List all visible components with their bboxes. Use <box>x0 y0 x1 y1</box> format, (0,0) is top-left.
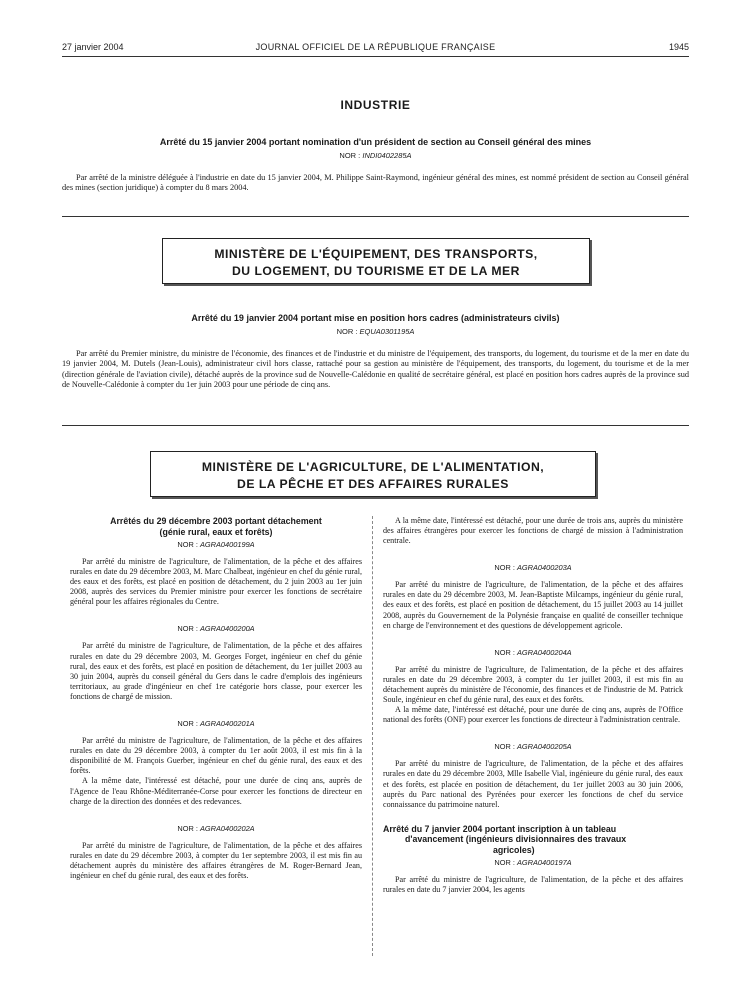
nor-industrie <box>62 151 689 160</box>
paragraph: A la même date, l'intéressé est détaché, pour une durée de cinq ans, auprès de l'Office national des forêts (ONF) pour exercer les fonctions de directeur à l'administration centrale. <box>383 705 683 725</box>
nor-code: INDI0402285A <box>362 151 412 160</box>
nor-code: AGRA0400203A <box>516 563 572 573</box>
nor-code: EQUA0301195A <box>359 327 415 336</box>
paragraph-equipement: Par arrêté du Premier ministre, du ministre de l'économie, des finances et de l'industrie et du ministre de l'équipement, des transports, du logement, du tourisme et de la mer en date du 19 janvier 2004, M. Dutels (Jean-Louis), administrateur civil hors classe, rattaché pour sa gestion au ministère de l'équipement, des transports, du logement, du tourisme et de la mer (direction générale de l'aviation civile), détaché auprès de la province sud de Nouvelle-Calédonie en qualité de secrétaire général, est placé en position hors cadres auprès de la province sud de Nouvelle-Calédonie à compter du 1er juin 2003 pour une période de cinq ans. <box>62 349 689 390</box>
arrete-title-industrie: Arrêté du 15 janvier 2004 portant nomination d'un président de section au Conseil général des mines <box>159 137 592 147</box>
nor-reference <box>70 624 362 633</box>
arrete-title-equipement: Arrêté du 19 janvier 2004 portant mise en position hors cadres (administrateurs civils) <box>191 313 560 323</box>
nor-code: AGRA0400199A <box>199 540 255 549</box>
ministry-name-line2: DU LOGEMENT, DU TOURISME ET DE LA MER <box>232 264 520 278</box>
paragraph-industrie: Par arrêté de la ministre déléguée à l'industrie en date du 15 janvier 2004, M. Philippe Saint-Raymond, ingénieur général des mines, est nommé président de section au Conseil général des mines (section juridique) à compter du 8 mars 2004. <box>62 173 689 193</box>
nor-reference <box>383 742 683 751</box>
nor-reference <box>70 719 362 728</box>
paragraph: Par arrêté du ministre de l'agriculture, de l'alimentation, de la pêche et des affaires rurales en date du 29 décembre 2003, Mlle Isabelle Vial, ingénieure du génie rural, des eaux et des forêts, est placée en position de détachement, du 1er juillet 2003 au 30 juin 2006, auprès du Parc national des Pyrénées pour exercer les fonctions de chef du service connaissance du patrimoine naturel. <box>383 759 683 809</box>
paragraph: A la même date, l'intéressé est détaché, pour une durée de trois ans, auprès du ministère des affaires étrangères pour exercer les fonctions de chargé de mission à l'administration centrale. <box>383 516 683 546</box>
nor-label: NOR : <box>177 719 198 729</box>
column-divider <box>372 516 373 956</box>
ministry-name-line2: DE LA PÊCHE ET DES AFFAIRES RURALES <box>237 477 509 491</box>
nor-code: AGRA0400201A <box>199 719 255 729</box>
header-rule <box>62 56 689 57</box>
ministry-name-line1: MINISTÈRE DE L'AGRICULTURE, DE L'ALIMENTATION, <box>201 460 545 474</box>
left-column <box>70 516 362 881</box>
paragraph: Par arrêté du ministre de l'agriculture, de l'alimentation, de la pêche et des affaires rurales en date du 29 décembre 2003, à compter du 1er septembre 2003, il est mis fin au détachement auprès du ministère des affaires étrangères de M. Roger-Bernard Jean, ingénieur en chef du génie rural, des eaux et des forêts. <box>70 840 362 880</box>
page-number: 1945 <box>668 42 689 52</box>
nor-code: AGRA0400202A <box>199 823 255 833</box>
section-industrie: INDUSTRIE <box>340 98 411 112</box>
arrete-title-tableau-avancement <box>383 824 683 856</box>
ministry-box-agriculture <box>150 451 596 497</box>
nor-label: NOR : <box>336 327 358 336</box>
paragraph: A la même date, l'intéressé est détaché, pour une durée de cinq ans, auprès de l'Agence de l'eau Rhône-Méditerranée-Corse pour exercer les fonctions de directeur en charge de la direction des données et des redevances. <box>70 776 362 806</box>
journal-title: JOURNAL OFFICIEL DE LA RÉPUBLIQUE FRANÇAISE <box>255 42 496 52</box>
nor-code: AGRA0400205A <box>516 742 572 752</box>
nor-label: NOR : <box>339 151 361 160</box>
title-line: d'avancement (ingénieurs divisionnaires des travaux <box>405 834 627 845</box>
nor-label: NOR : <box>177 540 198 549</box>
paragraph: Par arrêté du ministre de l'agriculture, de l'alimentation, de la pêche et des affaires rurales en date du 29 décembre 2003, M. Marc Chalbeat, ingénieur en chef du génie rural, des eaux et des forêts, est placé en position de détachement, du 2 juin 2003 au 1er juin 2008, auprès des services du Premier ministre pour exercer les fonctions de secrétaire général pour les affaires régionales du Centre. <box>70 557 362 607</box>
nor-code: AGRA0400197A <box>516 858 572 868</box>
nor-reference <box>70 540 362 549</box>
nor-label: NOR : <box>177 823 198 833</box>
paragraph: Par arrêté du ministre de l'agriculture, de l'alimentation, de la pêche et des affaires rurales en date du 29 décembre 2003, M. Jean-Baptiste Milcamps, ingénieur du génie rural, des eaux et des forêts, est placé en position de détachement, du 15 juillet 2003 au 14 juillet 2008, auprès du Gouvernement de la Polynésie française en qualité de conseiller technique en charge de l'environnement et des questions de développement agricole. <box>383 580 683 630</box>
title-line: agricoles) <box>493 844 535 855</box>
nor-reference <box>383 563 683 572</box>
section-rule <box>62 425 689 426</box>
nor-label: NOR : <box>494 858 515 868</box>
nor-code: AGRA0400204A <box>516 647 572 657</box>
title-line: Arrêtés du 29 décembre 2003 portant détachement <box>110 516 322 526</box>
nor-reference <box>70 824 362 833</box>
nor-reference <box>383 648 683 657</box>
nor-label: NOR : <box>177 624 198 634</box>
nor-label: NOR : <box>494 647 515 657</box>
nor-label: NOR : <box>494 563 515 573</box>
title-line: Arrêté du 7 janvier 2004 portant inscription à un tableau <box>383 823 617 834</box>
arrete-title-detachement <box>70 516 362 537</box>
title-line: (génie rural, eaux et forêts) <box>159 526 273 537</box>
nor-code: AGRA0400200A <box>199 624 255 634</box>
nor-label: NOR : <box>494 742 515 752</box>
nor-reference <box>383 858 683 867</box>
section-rule <box>62 216 689 217</box>
right-column <box>383 516 683 895</box>
paragraph: Par arrêté du ministre de l'agriculture, de l'alimentation, de la pêche et des affaires rurales en date du 7 janvier 2004, les agents <box>383 875 683 895</box>
ministry-box-equipement <box>162 238 590 284</box>
paragraph: Par arrêté du ministre de l'agriculture, de l'alimentation, de la pêche et des affaires rurales en date du 29 décembre 2003, à compter du 1er août 2003, il est mis fin à la disponibilité de M. François Guerber, ingénieur en chef du génie rural, des eaux et des forêts. <box>70 736 362 776</box>
header-date: 27 janvier 2004 <box>62 42 124 52</box>
nor-equipement <box>62 327 689 336</box>
page-header <box>62 42 689 56</box>
ministry-name-line1: MINISTÈRE DE L'ÉQUIPEMENT, DES TRANSPORTS, <box>214 247 538 261</box>
paragraph: Par arrêté du ministre de l'agriculture, de l'alimentation, de la pêche et des affaires rurales en date du 29 décembre 2003, à compter du 1er juillet 2003, il est mis fin au détachement auprès du ministère de l'économie, des finances et de l'industrie de M. Patrick Soule, ingénieur en chef du génie rural, des eaux et des forêts. <box>383 664 683 705</box>
paragraph: Par arrêté du ministre de l'agriculture, de l'alimentation, de la pêche et des affaires rurales en date du 29 décembre 2003, M. Georges Forget, ingénieur en chef du génie rural, des eaux et des forêts, est placé en position de détachement, du 1er juillet 2003 au 30 juin 2004, auprès du conseil général du Gers dans le cadre d'emplois des ingénieurs territoriaux, au grade d'ingénieur en chef 1re catégorie hors classe, pour exercer les fonctions de chargé de mission. <box>70 641 362 701</box>
